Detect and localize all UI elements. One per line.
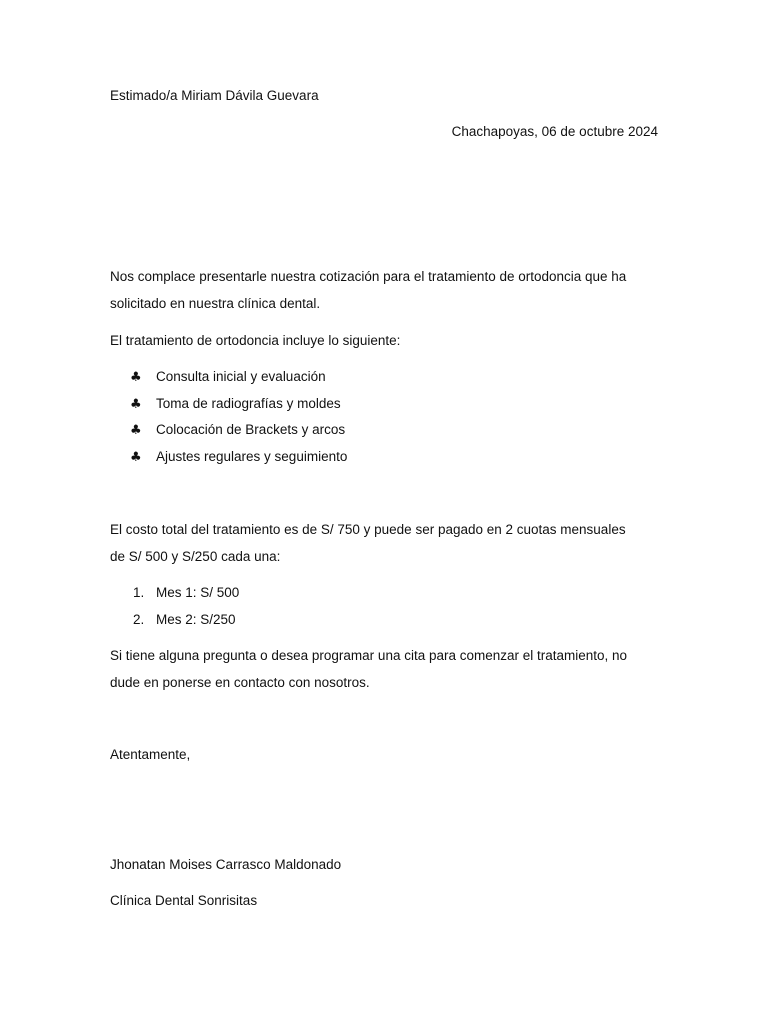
list-item-text: Ajustes regulares y seguimiento xyxy=(156,449,348,464)
installment-item xyxy=(130,584,650,602)
cost-line-2: de S/ 500 y S/250 cada una: xyxy=(110,549,281,564)
list-item xyxy=(130,395,650,414)
club-bullet-icon: ♣ xyxy=(130,370,142,385)
list-item xyxy=(130,368,650,387)
installment-text: Mes 1: S/ 500 xyxy=(156,585,240,600)
club-bullet-icon: ♣ xyxy=(130,397,142,412)
signer-organization: Clínica Dental Sonrisitas xyxy=(110,893,258,908)
installment-number: 1. xyxy=(133,585,145,600)
installment-item xyxy=(130,611,650,629)
club-bullet-icon: ♣ xyxy=(130,423,142,438)
installment-text: Mes 2: S/250 xyxy=(156,612,236,627)
list-item-text: Consulta inicial y evaluación xyxy=(156,369,326,384)
list-item-text: Toma de radiografías y moldes xyxy=(156,396,341,411)
place-date: Chachapoyas, 06 de octubre 2024 xyxy=(451,124,658,139)
list-item-text: Colocación de Brackets y arcos xyxy=(156,422,346,437)
intro-line-2: solicitado en nuestra clínica dental. xyxy=(110,296,321,311)
club-bullet-icon: ♣ xyxy=(130,450,142,465)
cost-line-1: El costo total del tratamiento es de S/ 750 y puede ser pagado en 2 cuotas mensuales xyxy=(110,522,626,537)
questions-line-2: dude en ponerse en contacto con nosotros. xyxy=(110,675,370,690)
closing: Atentamente, xyxy=(110,747,191,762)
installment-number: 2. xyxy=(133,612,145,627)
includes-heading: El tratamiento de ortodoncia incluye lo siguiente: xyxy=(110,333,401,348)
salutation: Estimado/a Miriam Dávila Guevara xyxy=(110,88,319,103)
questions-line-1: Si tiene alguna pregunta o desea programar una cita para comenzar el tratamiento, no xyxy=(110,648,628,663)
list-item xyxy=(130,421,650,440)
list-item xyxy=(130,448,650,467)
signer-name: Jhonatan Moises Carrasco Maldonado xyxy=(110,857,342,872)
intro-line-1: Nos complace presentarle nuestra cotización para el tratamiento de ortodoncia que ha xyxy=(110,269,627,284)
